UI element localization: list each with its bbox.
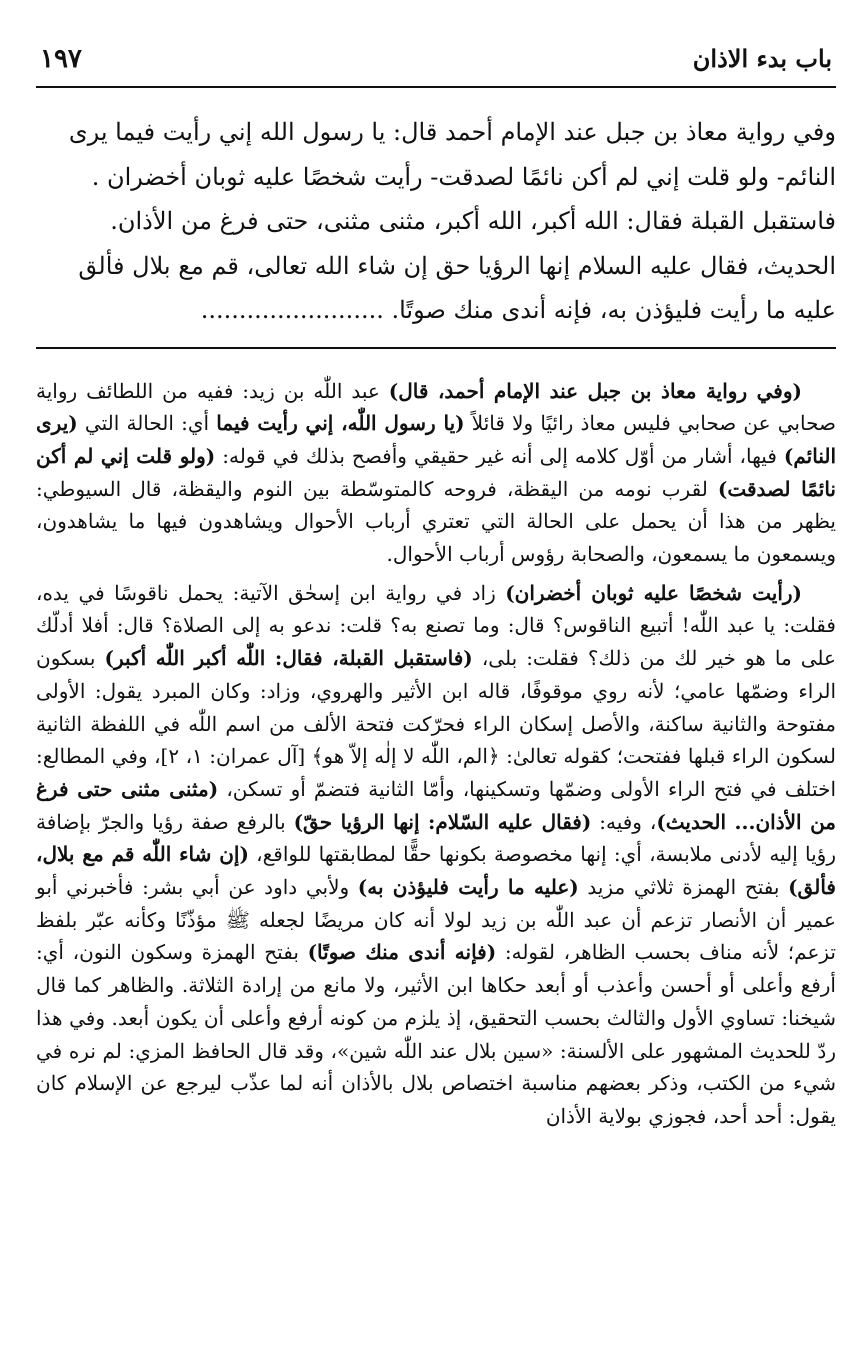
commentary-paragraph <box>36 577 836 1133</box>
commentary-text: فيها، أشار من أوّل كلامه إلى أنه غير حقيقي وأفصح بذلك في قوله: <box>215 443 784 468</box>
quoted-phrase: (عليه ما رأيت فليؤذن به) <box>357 875 579 900</box>
commentary-text: عبد اللّٰه بن زيد: ففيه من اللطائف رواية صحابي عن صحابي فليس معاذ رائيًا ولا قائلاً <box>36 378 836 436</box>
commentary-text: لقرب نومه من اليقظة، فروحه كالمتوسّطة بين النوم واليقظة، قال السيوطي: يظهر من هذا أن يحمل على الحالة التي تعتري أرباب الأحوال ويشاهدون فيها ما يشاهدون، ويسمعون ما يسمعون، والصحابة رؤوس أرباب الأحوال. <box>36 476 836 567</box>
hadith-line: النائم- ولو قلت إني لم أكن نائمًا لصدقت- رأيت شخصًا عليه ثوبان أخضران . <box>91 162 836 191</box>
quoted-phrase: (فقال عليه السّلام: إنها الرؤيا حقّ) <box>293 809 592 834</box>
commentary-text: بسكون الراء وضمّها عامي؛ لأنه روي موقوفًا، قاله ابن الأثير والهروي، وزاد: وكان المبرد يقول: الأولى مفتوحة والثانية ساكنة، والأصل إسكان الراء فحرّكت فتحة الألف من اسم اللّٰه في اللفظة الثانية لسكون الراء قبلها ففتحت؛ كقوله تعالىٰ: ﴿الم، اللّٰه لا إلٰه إلاّ هو﴾ [آل عمران: ١، ٢]، وفي المطالع: اختلف في فتح الراء الأولى وضمّها وتسكينها، وأمّا الثانية فتضمّ أو تسكن، <box>36 646 837 801</box>
hadith-line-text: عليه ما رأيت فليؤذن به، فإنه أندى منك صوتًا. <box>391 296 836 324</box>
quoted-phrase: (ولو قلت إني لم أكن نائمًا لصدقت) <box>36 443 837 501</box>
dotted-leader: ........................ <box>200 296 384 324</box>
commentary-text: أي: الحالة التي <box>77 411 217 436</box>
commentary-paragraph <box>36 375 836 571</box>
commentary-text: زاد في رواية ابن إسحٰق الآتية: يحمل ناقوسًا في يده، فقلت: يا عبد اللّٰه! أتبيع الناقوس؟ قال: وما تصنع به؟ قلت: ندعو به إلى الصلاة؟ قال: أفلا أدلّك على ما هو خير لك من ذلك؟ فقلت: بلى، <box>36 580 836 671</box>
commentary-text: ولأبي داود عن أبي بشر: فأخبرني أبو عمير أن الأنصار تزعم أن عبد اللّٰه بن زيد لولا أنه كان مريضًا لجعله ﷺ مؤذّنًا وكأنه عبّر بلفظ تزعم؛ لأنه مناف بحسب الظاهر، لقوله: <box>36 875 837 965</box>
quoted-phrase: (رأيت شخصًا عليه ثوبان أخضران) <box>505 580 803 605</box>
quoted-phrase: (وفي رواية معاذ بن جبل عند الإمام أحمد، قال) <box>388 378 802 403</box>
quoted-phrase: (إن شاء اللّٰه قم مع بلال، فألق) <box>36 842 836 900</box>
chapter-title: باب بدء الاذان <box>692 44 832 73</box>
hadith-line: فاستقبل القبلة فقال: الله أكبر، الله أكبر، مثنى مثنى، حتى فرغ من الأذان. <box>110 207 836 235</box>
book-page <box>36 44 836 1139</box>
quoted-phrase: (يا رسول اللّٰه، إني رأيت فيما <box>216 411 465 436</box>
page-header <box>36 44 836 88</box>
page-number: ١٩٧ <box>40 44 82 74</box>
quoted-phrase: (فاستقبل القبلة، فقال: اللّٰه أكبر اللّٰه أكبر) <box>104 646 473 671</box>
quoted-phrase: (يرى النائم) <box>36 411 837 468</box>
commentary <box>36 375 836 1133</box>
commentary-text: ، وفيه: <box>591 809 657 834</box>
hadith-line <box>36 288 836 333</box>
hadith-line: وفي رواية معاذ بن جبل عند الإمام أحمد قال: يا رسول الله إني رأيت فيما يرى <box>68 118 836 146</box>
commentary-text: بفتح الهمزة ثلاثي مزيد <box>578 875 789 900</box>
quoted-phrase: (مثنى مثنى حتى فرغ من الأذان... الحديث) <box>36 776 837 834</box>
commentary-text: بفتح الهمزة وسكون النون، أي: أرفع وأعلى أو أحسن وأعذب أو أبعد حكاها ابن الأثير، ولا مانع من إرادة الثلاثة. والظاهر كما قال شيخنا: تساوي الأول والثالث بحسب التحقيق، إذ يلزم من كونه أرفع وأعلى أن يكون أبعد. وفي هذا ردّ للحديث المشهور على الألسنة: «سين بلال عند اللّٰه شين»، وقد قال الحافظ المزي: لم نره في شيء من الكتب، وذكر بعضهم مناسبة اختصاص بلال بالأذان أنه لما عذّب ليرجع عن الإسلام كان يقول: أحد أحد، فجوزي بولاية الأذان <box>36 940 836 1128</box>
hadith-text <box>36 110 836 333</box>
hadith-line: الحديث، فقال عليه السلام إنها الرؤيا حق إن شاء الله تعالى، قم مع بلال فألق <box>78 251 836 280</box>
commentary-text: بالرفع صفة رؤيا والجرّ بإضافة رؤيا إليه لأدنى ملابسة، أي: إنها مخصوصة بكونها حقًّا لمطابقتها للواقع، <box>36 809 836 867</box>
section-divider <box>36 347 836 349</box>
quoted-phrase: (فإنه أندى منك صوتًا) <box>307 940 497 965</box>
